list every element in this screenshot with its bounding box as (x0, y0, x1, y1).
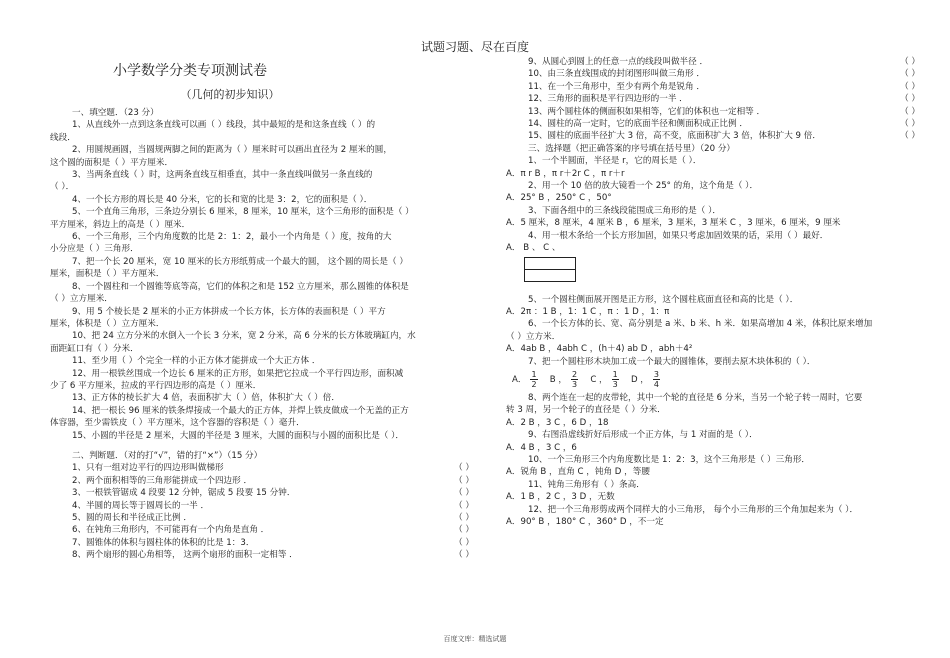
rectangle-brace-figure (524, 257, 576, 282)
choice-question-line: A．4ab B ，4abh C ，(h＋4) ab D ，abh＋4² (506, 344, 693, 355)
choice-question-line: 7、把一个圆柱形木块加工成一个最大的圆锥体，要削去原木块体积的（ ）． (528, 356, 816, 367)
choice-question-line: A．2π ：1 B ，1：1 C ，π ：1 D ，1：π (506, 306, 670, 317)
judge-question-line: 5、圆的周长和半径成正比例 ． （ ） (72, 513, 474, 523)
answer-parentheses: （ ） (900, 119, 920, 130)
section-2-heading: 二、判断题．（对的打“√”，错的打“×”）（15 分） (72, 450, 263, 461)
judge-question-line: 11、在一个三角形中，至少有两个角是锐角 ． （ ） (528, 81, 920, 92)
fill-question-line: 9、用 5 个棱长是 2 厘米的小正方体拼成一个长方体，长方体的表面积是（ ）平方 (72, 306, 386, 317)
page-subtitle: （几何的初步知识） (180, 88, 280, 101)
choice-question-line: 5、一个圆柱侧面展开图是正方形，这个圆柱底面直径和高的比是（ ）． (528, 294, 799, 305)
fill-question-line: 1、从直线外一点到这条直线可以画（ ）线段，其中最短的是和这条直线（ ）的 (72, 120, 376, 131)
judge-question-line: 2、两个面积相等的三角形能拼成一个四边形 ． （ ） (72, 475, 474, 486)
choice-question-line: （ ）立方米． (506, 331, 561, 342)
q7-option-label: B ， (549, 374, 568, 385)
page-title: 小学数学分类专项测试卷 (113, 63, 267, 79)
choice-question-line: A．π r B ，π r＋2r C ，π r＋r (506, 168, 625, 179)
choice-question-line: A．90° B ，180° C ，360° D ，不一定 (506, 517, 664, 527)
choice-question-line: A． B 、 C 、 (506, 243, 561, 254)
q7-option-fraction (571, 370, 578, 389)
fill-question-line: 2、用圆规画圆，当圆规两脚之间的距离为（ ）厘米时可以画出直径为 2 厘米的圆， (72, 145, 392, 156)
q7-option-fraction (530, 370, 537, 389)
q7-option-fraction (612, 370, 619, 389)
fill-question-line: （ ）． (50, 182, 75, 193)
fill-question-line: （ ）立方厘米． (50, 294, 113, 305)
q7-option-fraction (653, 370, 660, 389)
fill-question-line: 11、至少用（ ）个完全一样的小正方体才能拼成一个大正方体 ． (72, 356, 321, 367)
answer-parentheses: （ ） (454, 513, 474, 523)
q7-option-label: D ， (630, 374, 649, 385)
judge-question-line: 8、两个扇形的圆心角相等， 这两个扇形的面积一定相等 ． （ ） (72, 550, 474, 561)
q7-fraction-options (506, 368, 920, 392)
answer-parentheses: （ ） (454, 525, 474, 536)
choice-question-line: 1、一个半圆面，半径是 r，它的周长是（ ）． (528, 156, 702, 167)
choice-question-line: A．1 B ，2 C ，3 D ，无数 (506, 492, 615, 503)
judge-question-line: 1、只有一组对边平行的四边形叫做梯形 （ ） (72, 463, 474, 474)
fraction-denominator: 2 (531, 379, 537, 389)
q7-option-label: A． (512, 374, 527, 385)
fraction-denominator: 4 (653, 379, 659, 389)
answer-parentheses: （ ） (900, 94, 920, 105)
judge-question-line: 15、圆柱的底面半径扩大 3 倍，高不变，底面积扩大 3 倍，体积扩大 9 倍． （ ） (528, 131, 920, 142)
fill-question-line: 12、用一根铁丝围成一个边长 6 厘米的正方形，如果把它拉成一个平行四边形，面积减 (72, 368, 404, 379)
page-footer: 百度文库：精选试题 (443, 635, 507, 643)
fill-question-line: 厘米，体积是（ ）立方厘米． (50, 318, 165, 329)
fraction-numerator: 2 (572, 369, 578, 379)
judge-question-line: 10、由三条直线围成的封闭图形叫做三角形 ． （ ） (528, 69, 920, 80)
section-3-heading: 三、选择题（把正确答案的序号填在括号里）（20 分） (528, 143, 736, 154)
left-column (50, 61, 474, 562)
choice-question-line: 3、下面各组中的三条线段能围成三角形的是（ ）． (528, 205, 721, 216)
choice-question-line: 6、一个长方体的长、宽、高分别是 a 米、b 米、h 米．如果高增加 4 米，体积比原来增加 (528, 319, 873, 330)
fill-question-line: 10、把 24 立方分米的水倒入一个长 3 分米，宽 2 分米，高 6 分米的长方体玻璃缸内，水 (72, 331, 416, 342)
answer-parentheses: （ ） (900, 57, 920, 67)
fill-question-line: 这个圆的面积是（ ）平方厘米． (50, 157, 174, 168)
section-1-heading: 一、填空题．（23 分） (72, 108, 159, 118)
fill-question-line: 3、当两条直线（ ）时，这两条直线互相垂直，其中一条直线叫做另一条直线的 (72, 170, 373, 181)
section-3-questions-part2 (506, 294, 920, 368)
judge-question-line: 12、三角形的面积是平行四边形的一半 ． （ ） (528, 94, 920, 105)
choice-question-line: A．5 厘米，8 厘米，4 厘米 B ，6 厘米，3 厘米，3 厘米 C ，3 厘米，6 厘米，9 厘米 (506, 218, 841, 229)
fill-question-line: 5、一个直角三角形，三条边分别长 6 厘米，8 厘米，10 厘米，这个三角形的面积是（ ） (72, 207, 414, 218)
answer-parentheses: （ ） (900, 106, 920, 117)
choice-question-line: 4、用一根木条给一个长方形加固，如果只考虑加固效果的话，采用（ ）最好． (528, 230, 829, 241)
choice-question-line: 9、右图沿虚线折好后形成一个正方体，与 1 对面的是（ ）． (528, 430, 758, 441)
choice-question-line: A．4 B ，3 C ，6 (506, 442, 577, 453)
section-3-questions-part3 (506, 392, 920, 528)
fraction-numerator: 3 (653, 369, 659, 379)
fill-question-line: 13、正方体的棱长扩大 4 倍，表面积扩大（ ）倍，体积扩大（ ）倍． (72, 393, 340, 404)
fill-question-line: 6、一个三角形，三个内角度数的比是 2：1：2，最小一个内角是（ ）度，按角的大 (72, 232, 392, 243)
choice-question-line: 转 3 周，另一个轮子的直径是（ ）分米． (506, 405, 666, 416)
choice-question-line: A．25° B ，250° C ，50° (506, 193, 612, 204)
answer-parentheses: （ ） (454, 500, 474, 511)
judge-question-line: 4、半圆的周长等于圆周长的一半 ． （ ） (72, 500, 474, 511)
choice-question-line: 2、用一个 10 倍的放大镜看一个 25° 的角，这个角是（ ）． (528, 181, 759, 192)
judge-question-line: 3、一根铁管锯成 4 段要 12 分钟，锯成 5 段要 15 分钟． （ ） (72, 488, 474, 499)
judge-questions-continued (506, 56, 920, 143)
section-1-questions (50, 119, 474, 442)
page-header: 试题习题、尽在百度 (420, 40, 529, 54)
fill-question-line: 体容器，至少需铁皮（ ）平方厘米，这个容器的容积是（ ）毫升． (50, 418, 305, 429)
choice-question-line: 12、把一个三角形剪成两个同样大的小三角形， 每个小三角形的三个角加起来为（ ）． (528, 504, 859, 515)
right-column (506, 56, 920, 528)
answer-parentheses: （ ） (454, 488, 474, 499)
answer-parentheses: （ ） (454, 550, 474, 561)
fill-question-line: 4、一个长方形的周长是 40 分米，它的长和宽的比是 3：2，它的面积是（ ）． (72, 194, 373, 205)
judge-question-line: 9、从圆心到圆上的任意一点的线段叫做半径 ． （ ） (528, 57, 920, 67)
answer-parentheses: （ ） (454, 537, 474, 548)
answer-parentheses: （ ） (454, 475, 474, 486)
fraction-numerator: 1 (531, 369, 537, 379)
choice-question-line: 10、一个三角形三个内角度数比是 1：2：3，这个三角形是（ ）三角形． (528, 454, 811, 465)
section-2-questions (50, 462, 474, 561)
fill-question-line: 平方厘米，斜边上的高是（ ）厘米． (50, 219, 191, 230)
judge-question-line: 7、圆锥体的体积与圆柱体的体积的比是 1：3． （ ） (72, 537, 474, 548)
fraction-denominator: 3 (612, 379, 618, 389)
fraction-denominator: 3 (572, 379, 578, 389)
fill-question-line: 面距缸口有（ ）分米． (50, 343, 139, 354)
fill-question-line: 线段． (50, 132, 76, 143)
answer-parentheses: （ ） (454, 463, 474, 474)
answer-parentheses: （ ） (900, 131, 920, 142)
judge-question-line: 6、在钝角三角形内，不可能再有一个内角是直角 ． （ ） (72, 525, 474, 536)
fill-question-line: 8、一个圆柱和一个圆锥等底等高，它们的体积之和是 152 立方厘米，那么圆锥的体积是 (72, 281, 409, 292)
choice-question-line: 8、两个连在一起的皮带轮，其中一个轮的直径是 6 分米，当另一个轮子转一周时，它要 (528, 392, 863, 403)
choice-question-line: A．锐角 B ，直角 C ，钝角 D ，等腰 (506, 467, 650, 478)
fill-question-line: 14、把一根长 96 厘米的铁条焊接成一个最大的正方体，并焊上铁皮做成一个无盖的正方 (72, 405, 409, 416)
fill-question-line: 厘米，面积是（ ）平方厘米． (50, 269, 165, 280)
fill-question-line: 小分应是（ ）三角形． (50, 244, 139, 255)
choice-question-line: A．2 B ，3 C ，6 D ，18 (506, 417, 609, 428)
fill-question-line: 少了 6 平方厘米，拉成的平行四边形的高是（ ）厘米． (50, 380, 262, 391)
judge-question-line: 13、两个圆柱体的侧面积如果相等，它们的体积也一定相等 ． （ ） (528, 106, 920, 117)
choice-question-line: 11、钝角三角形有（ ）条高． (528, 479, 645, 490)
answer-parentheses: （ ） (900, 81, 920, 92)
section-3-questions-part1 (506, 155, 920, 254)
q7-option-label: C ， (590, 374, 608, 385)
fill-question-line: 7、把一个长 20 厘米，宽 10 厘米的长方形纸剪成一个最大的圆， 这个圆的周长是（ ） (72, 256, 408, 267)
judge-question-line: 14、圆柱的高一定时，它的底面半径和侧面积成正比例 ． （ ） (528, 119, 920, 130)
fill-question-line: 15、小圆的半径是 2 厘米，大圆的半径是 3 厘米，大圆的面积与小圆的面积比是（ ）． (72, 430, 405, 441)
answer-parentheses: （ ） (900, 69, 920, 80)
fraction-numerator: 1 (612, 369, 618, 379)
